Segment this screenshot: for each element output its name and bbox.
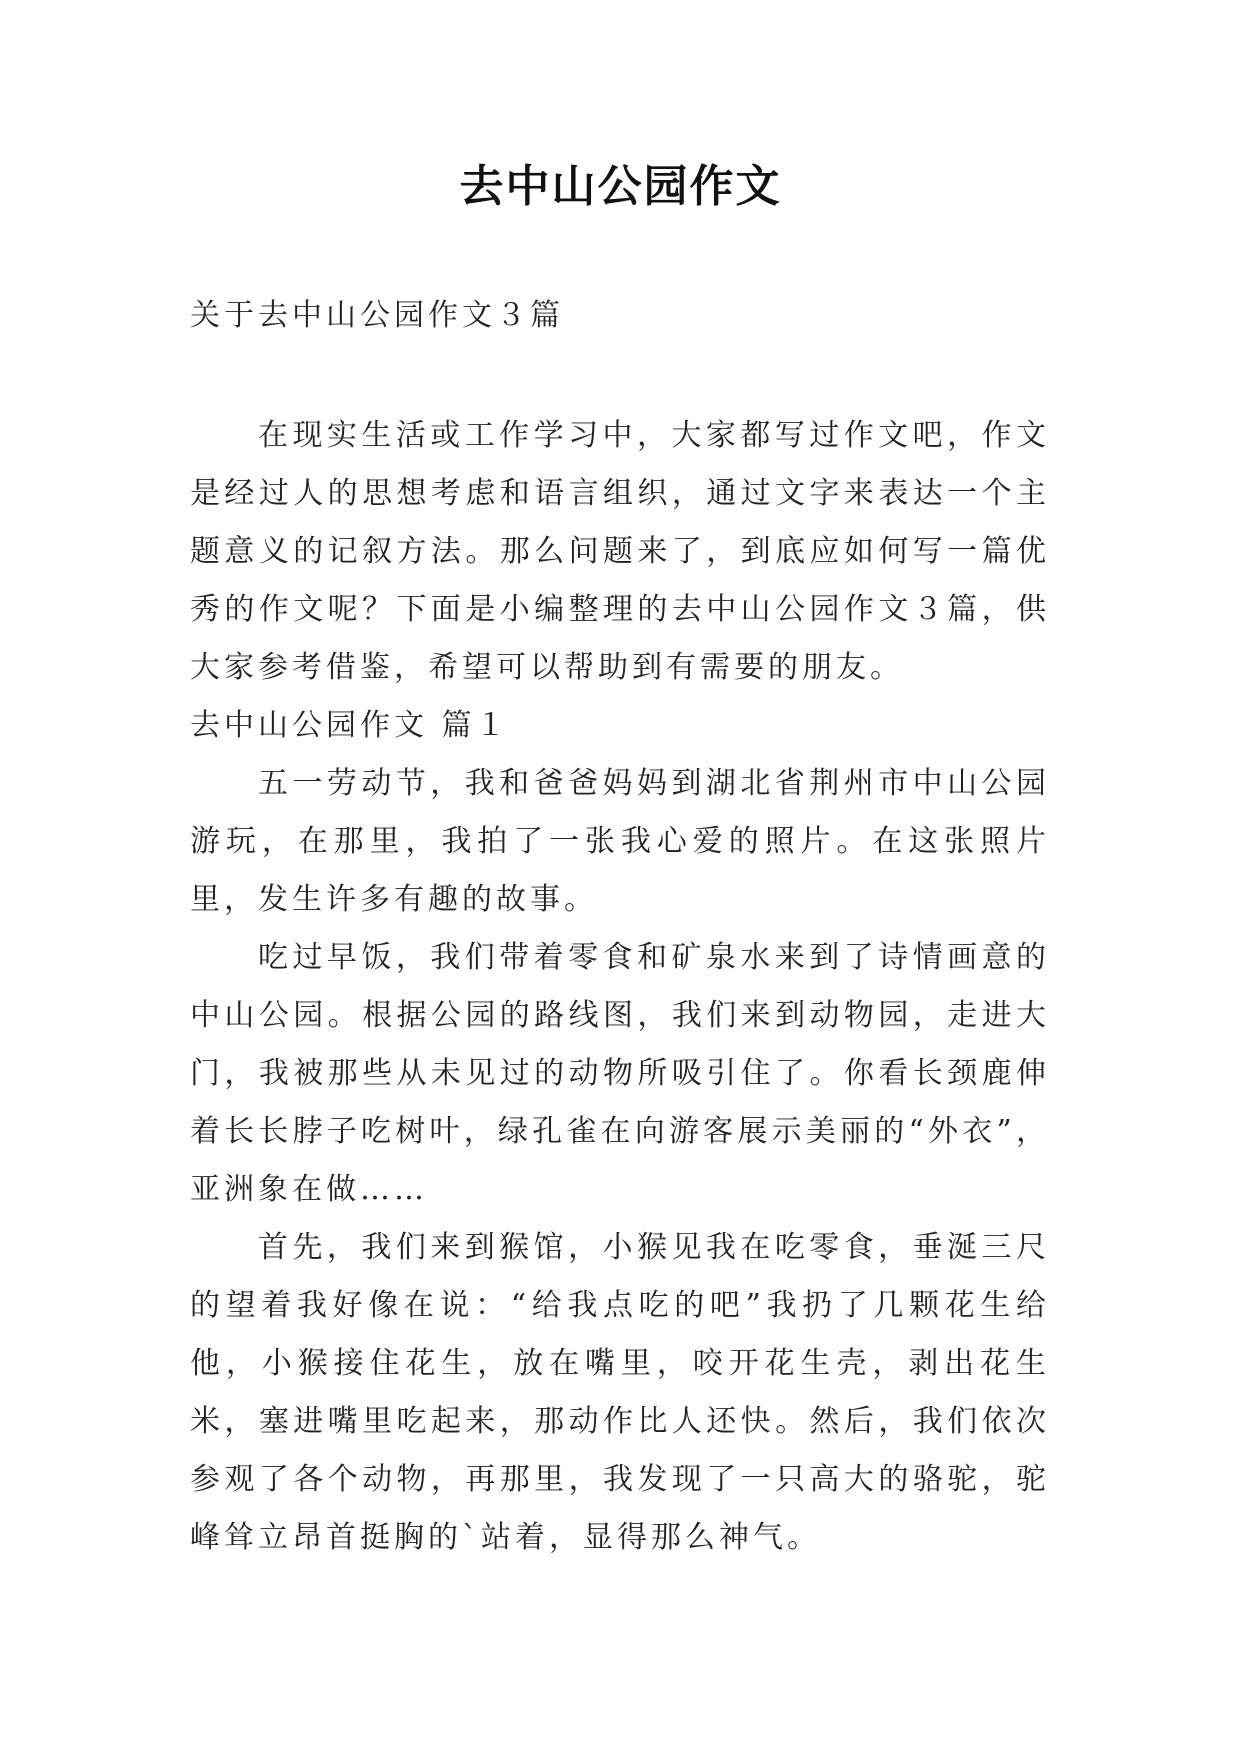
intro-paragraph: 在现实生活或工作学习中，大家都写过作文吧，作文是经过人的思想考虑和语言组织，通过文字来表达一个主题意义的记叙方法。那么问题来了，到底应如何写一篇优秀的作文呢？下面是小编整理的去中山公园作文３篇，供大家参考借鉴，希望可以帮助到有需要的朋友。	[190, 418, 1050, 685]
body-paragraph: 吃过早饭，我们带着零食和矿泉水来到了诗情画意的中山公园。根据公园的路线图，我们来到动物园，走进大门，我被那些从未见过的动物所吸引住了。你看长颈鹿伸着长长脖子吃树叶，绿孔雀在向游客展示美丽的“外衣”，亚洲象在做……	[190, 940, 1050, 1207]
document-body	[190, 287, 1050, 1567]
body-paragraph: 五一劳动节，我和爸爸妈妈到湖北省荆州市中山公园游玩，在那里，我拍了一张我心爱的照片。在这张照片里，发生许多有趣的故事。	[190, 766, 1050, 917]
body-paragraph: 首先，我们来到猴馆，小猴见我在吃零食，垂涎三尺的望着我好像在说：“给我点吃的吧”我扔了几颗花生给他，小猴接住花生，放在嘴里，咬开花生壳，剥出花生米，塞进嘴里吃起来，那动作比人还快。然后，我们依次参观了各个动物，再那里，我发现了一只高大的骆驼，驼峰耸立昂首挺胸的`站着，显得那么神气。	[190, 1230, 1050, 1555]
section-heading: 去中山公园作文 篇１	[190, 708, 510, 743]
document-title: 去中山公园作文	[459, 161, 782, 212]
document-subtitle: 关于去中山公园作文３篇	[190, 298, 564, 333]
